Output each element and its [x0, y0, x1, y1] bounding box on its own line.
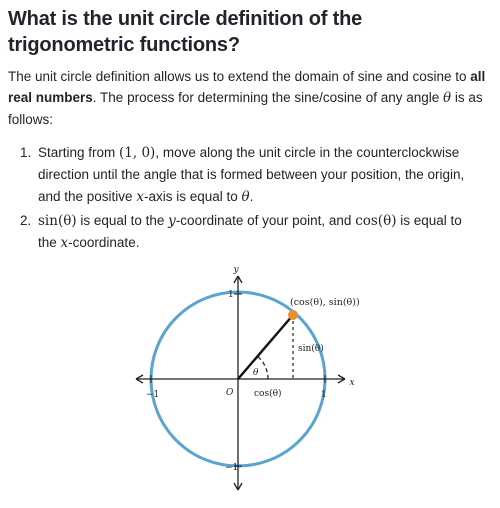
step-text: -coordinate of your point, and	[175, 213, 356, 228]
steps-list	[20, 142, 480, 256]
step-text: Starting from	[38, 145, 120, 160]
start-point: (1, 0)	[119, 145, 156, 161]
step-number: 1.	[20, 145, 32, 160]
intro-theta: θ	[443, 90, 452, 106]
radius-line	[238, 315, 293, 379]
point-on-circle	[288, 310, 298, 320]
sin-expression: sin(θ)	[38, 213, 77, 229]
list-item	[20, 142, 480, 208]
x-variable: x	[136, 189, 144, 205]
point-label: (cos(θ), sin(θ))	[290, 297, 360, 308]
step-text: -axis is equal to	[143, 189, 242, 204]
intro-text-1: The unit circle definition allows us to extend the domain of sine and cosine to	[8, 69, 471, 84]
tick-label-neg-x: −1	[146, 390, 160, 400]
angle-arc	[258, 356, 269, 379]
intro-text-3: is as follows:	[8, 90, 483, 127]
step-text: is equal to the	[76, 213, 169, 228]
step-text: .	[249, 189, 254, 204]
intro-bold-text: all real numbers	[8, 69, 486, 105]
step-text: is equal to the	[38, 213, 462, 250]
sin-label: sin(θ)	[298, 344, 324, 354]
tick-label-pos-x: 1	[321, 390, 327, 400]
theta-symbol: θ	[241, 189, 250, 205]
intro-paragraph	[8, 66, 492, 130]
x-axis-label: x	[349, 378, 355, 388]
unit-circle-diagram	[130, 258, 370, 503]
page-title: What is the unit circle definition of the trigonometric functions?	[8, 8, 363, 56]
intro-text-2: . The process for determining the sine/cosine of any angle	[92, 90, 443, 105]
tick-label-pos-y: 1	[228, 290, 234, 300]
step-number: 2.	[20, 213, 32, 228]
cos-label: cos(θ)	[254, 389, 282, 399]
x-variable: x	[60, 235, 69, 251]
tick-label-neg-y: −1	[225, 463, 239, 473]
y-variable: y	[168, 213, 176, 229]
step-text: -coordinate.	[68, 235, 140, 250]
angle-label: θ	[253, 368, 259, 378]
list-item	[20, 210, 480, 254]
origin-label: O	[226, 388, 234, 398]
y-axis-label: y	[233, 265, 239, 275]
step-text: , move along the unit circle in the counterclockwise direction until the angle that is formed between your position, the origin, and the positive	[38, 145, 465, 204]
cos-expression: cos(θ)	[355, 213, 397, 229]
